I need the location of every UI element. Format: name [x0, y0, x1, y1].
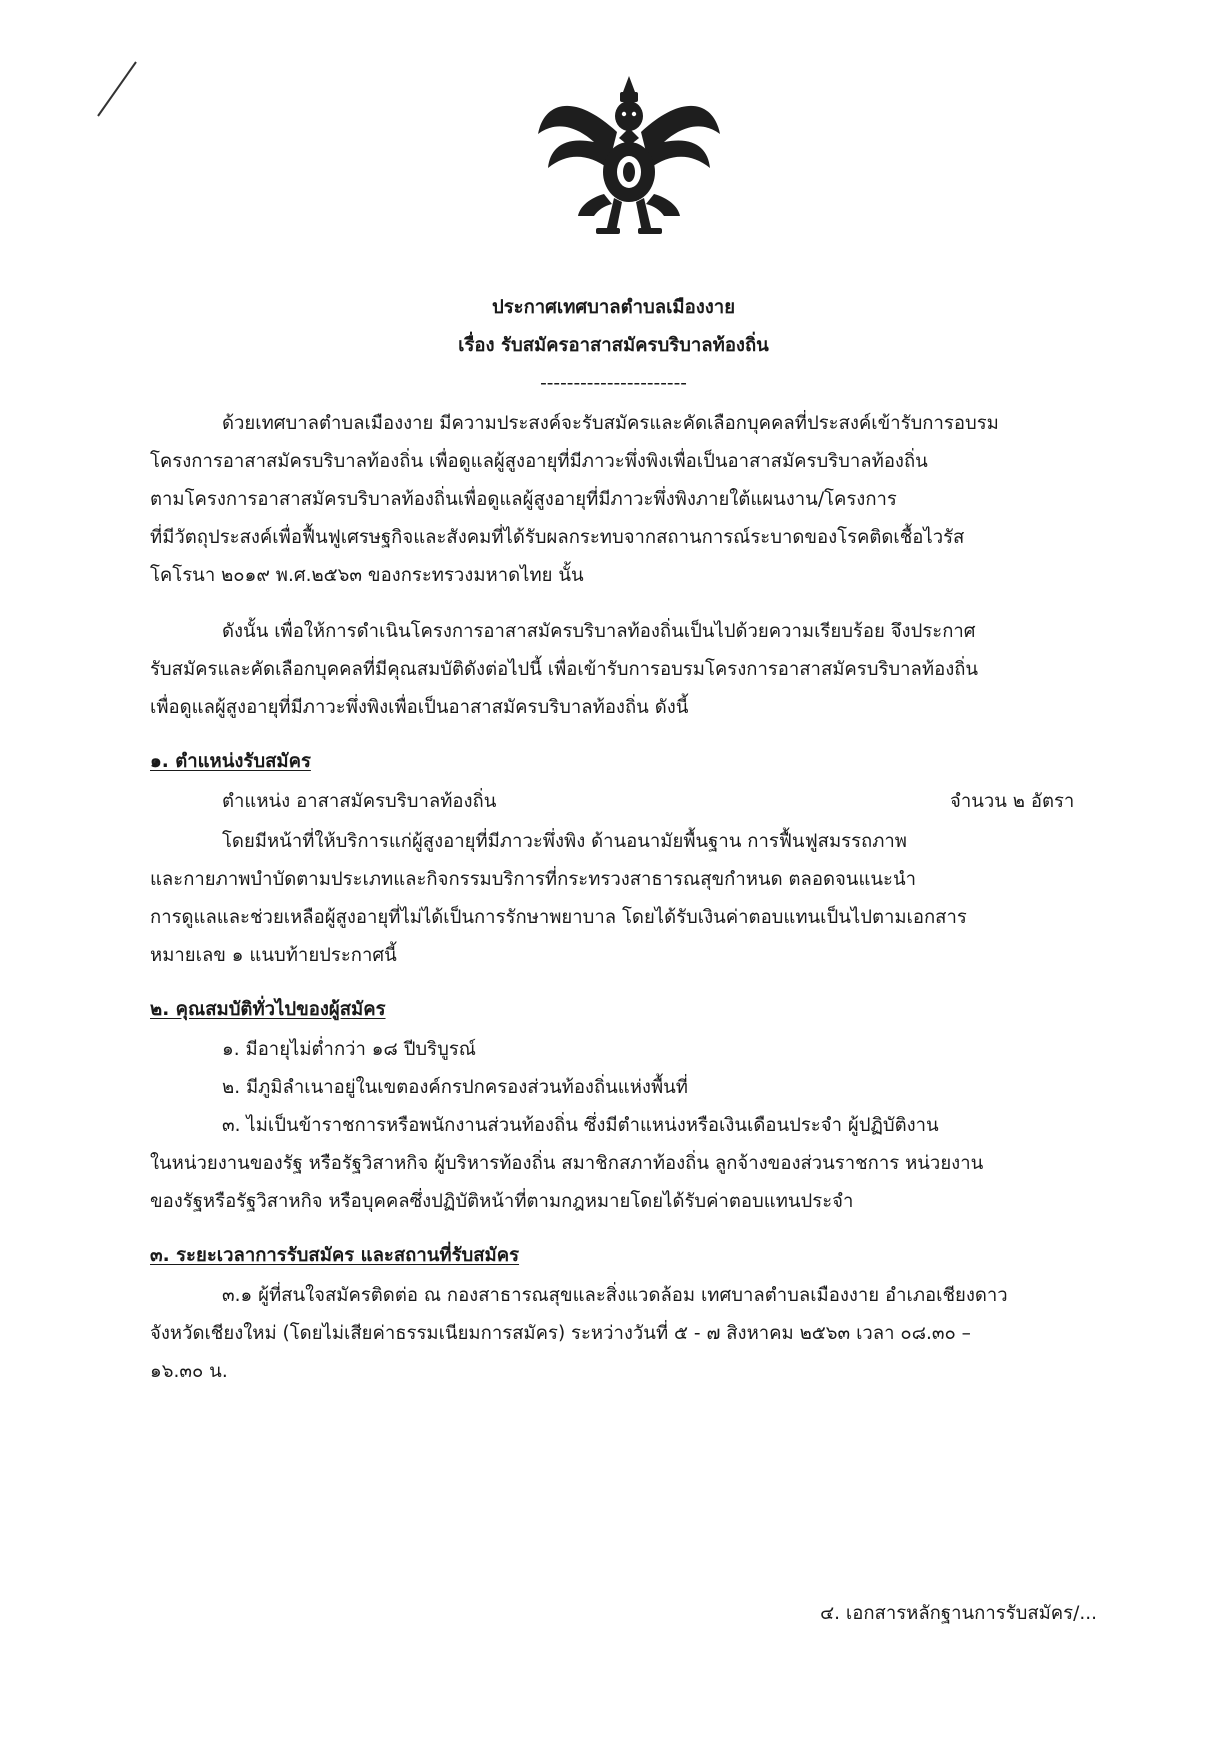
announce-line: ดังนั้น เพื่อให้การดำเนินโครงการอาสาสมัครบริบาลท้องถิ่นเป็นไปด้วยความเรียบร้อย จึงประกาศ — [222, 621, 976, 642]
title-separator: ---------------------- — [540, 373, 687, 394]
position-count: จำนวน ๒ อัตรา — [950, 791, 1075, 812]
garuda-emblem-icon — [534, 72, 724, 242]
page-title: ประกาศเทศบาลตำบลเมืองงาย — [491, 297, 736, 318]
qualification-item: ๓. ไม่เป็นข้าราชการหรือพนักงานส่วนท้องถิ่น ซึ่งมีตำแหน่งหรือเงินเดือนประจำ ผู้ปฏิบัติงาน — [222, 1115, 939, 1136]
announce-line: รับสมัครและคัดเลือกบุคคลที่มีคุณสมบัติดังต่อไปนี้ เพื่อเข้ารับการอบรมโครงการอาสาสมัครบริบาลท้องถิ่น — [150, 659, 979, 680]
page-continuation: ๔. เอกสารหลักฐานการรับสมัคร/... — [820, 1603, 1097, 1624]
application-line: จังหวัดเชียงใหม่ (โดยไม่เสียค่าธรรมเนียมการสมัคร) ระหว่างวันที่ ๕ - ๗ สิงหาคม ๒๕๖๓ เวลา ๐๘.๓๐ – — [150, 1323, 971, 1344]
application-line: ๑๖.๓๐ น. — [150, 1361, 228, 1382]
announce-line: เพื่อดูแลผู้สูงอายุที่มีภาวะพึ่งพิงเพื่อเป็นอาสาสมัครบริบาลท้องถิ่น ดังนี้ — [150, 697, 689, 718]
intro-line: ด้วยเทศบาลตำบลเมืองงาย มีความประสงค์จะรับสมัครและคัดเลือกบุคคลที่ประสงค์เข้ารับการอบรม — [222, 413, 999, 434]
page-subject: เรื่อง รับสมัครอาสาสมัครบริบาลท้องถิ่น — [458, 335, 769, 356]
duty-line: โดยมีหน้าที่ให้บริการแก่ผู้สูงอายุที่มีภาวะพึ่งพิง ด้านอนามัยพื้นฐาน การฟื้นฟูสมรรถภาพ — [222, 831, 908, 852]
section-heading: ๒. คุณสมบัติทั่วไปของผู้สมัคร — [150, 999, 386, 1020]
section-heading: ๑. ตำแหน่งรับสมัคร — [150, 751, 311, 772]
duty-line: หมายเลข ๑ แนบท้ายประกาศนี้ — [150, 945, 397, 966]
section-heading: ๓. ระยะเวลาการรับสมัคร และสถานที่รับสมัคร — [150, 1245, 520, 1266]
duty-line: และกายภาพบำบัดตามประเภทและกิจกรรมบริการที่กระทรวงสาธารณสุขกำหนด ตลอดจนแนะนำ — [150, 869, 916, 890]
position-name: ตำแหน่ง อาสาสมัครบริบาลท้องถิ่น — [222, 791, 497, 812]
intro-line: ที่มีวัตถุประสงค์เพื่อฟื้นฟูเศรษฐกิจและสังคมที่ได้รับผลกระทบจากสถานการณ์ระบาดของโรคติดเชื้อไวรัส — [150, 527, 965, 548]
qualification-item: ของรัฐหรือรัฐวิสาหกิจ หรือบุคคลซึ่งปฏิบัติหน้าที่ตามกฎหมายโดยได้รับค่าตอบแทนประจำ — [150, 1191, 854, 1212]
qualification-item: ๑. มีอายุไม่ต่ำกว่า ๑๘ ปีบริบูรณ์ — [222, 1039, 476, 1060]
intro-line: โครงการอาสาสมัครบริบาลท้องถิ่น เพื่อดูแลผู้สูงอายุที่มีภาวะพึ่งพิงเพื่อเป็นอาสาสมัครบริบาลท้องถิ่น — [150, 451, 928, 472]
duty-line: การดูแลและช่วยเหลือผู้สูงอายุที่ไม่ได้เป็นการรักษาพยาบาล โดยได้รับเงินค่าตอบแทนเป็นไปตามเอกสาร — [150, 907, 967, 928]
application-line: ๓.๑ ผู้ที่สนใจสมัครติดต่อ ณ กองสาธารณสุขและสิ่งแวดล้อม เทศบาลตำบลเมืองงาย อำเภอเชียงดาว — [222, 1285, 1008, 1306]
pen-mark — [92, 60, 142, 120]
qualification-item: ในหน่วยงานของรัฐ หรือรัฐวิสาหกิจ ผู้บริหารท้องถิ่น สมาชิกสภาท้องถิ่น ลูกจ้างของส่วนราชการ หน่วยงาน — [150, 1153, 984, 1174]
intro-line: ตามโครงการอาสาสมัครบริบาลท้องถิ่นเพื่อดูแลผู้สูงอายุที่มีภาวะพึ่งพิงภายใต้แผนงาน/โครงการ — [150, 489, 897, 510]
qualification-item: ๒. มีภูมิลำเนาอยู่ในเขตองค์กรปกครองส่วนท้องถิ่นแห่งพื้นที่ — [222, 1077, 688, 1098]
intro-line: โคโรนา ๒๐๑๙ พ.ศ.๒๕๖๓ ของกระทรวงมหาดไทย นั้น — [150, 565, 584, 586]
